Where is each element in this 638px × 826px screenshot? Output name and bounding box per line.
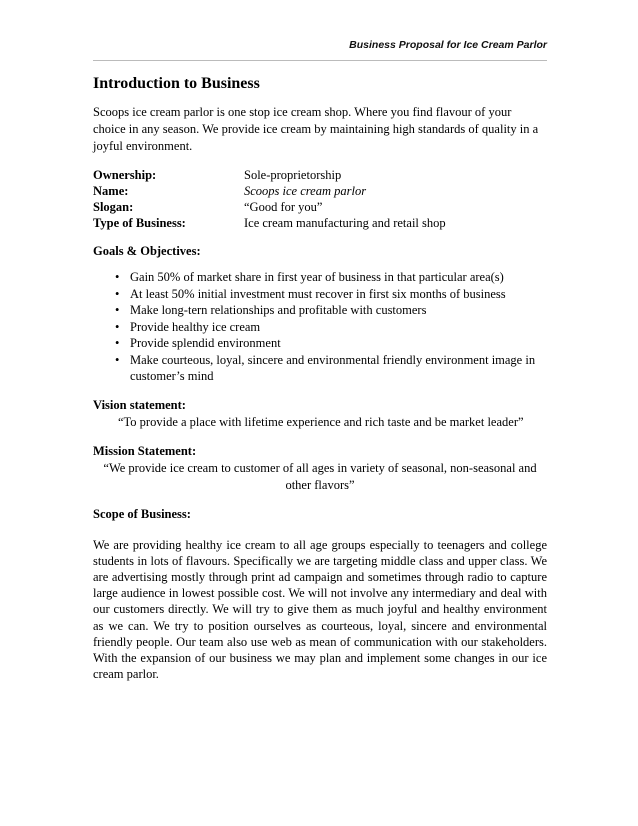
mission-heading: Mission Statement: bbox=[93, 443, 197, 458]
goals-list bbox=[93, 269, 547, 385]
goal-text: Provide splendid environment bbox=[130, 336, 281, 350]
goal-text: Make courteous, loyal, sincere and environmental friendly environment image in customer’s mind bbox=[130, 352, 536, 383]
list-item bbox=[115, 269, 547, 286]
list-item bbox=[115, 335, 547, 352]
fact-row-ownership bbox=[93, 167, 446, 183]
list-item bbox=[115, 352, 547, 385]
fact-value: Sole-proprietorship bbox=[244, 168, 342, 182]
list-item bbox=[115, 302, 547, 319]
scope-heading: Scope of Business: bbox=[93, 506, 191, 521]
document-body bbox=[93, 73, 547, 682]
list-item bbox=[115, 286, 547, 303]
goal-text: At least 50% initial investment must recover in first six months of business bbox=[130, 286, 506, 301]
fact-label: Type of Business: bbox=[93, 216, 186, 230]
mission-statement: “We provide ice cream to customer of all ages in variety of seasonal, non-seasonal and other flavors” bbox=[103, 460, 537, 492]
fact-label: Name: bbox=[93, 184, 129, 198]
vision-heading: Vision statement: bbox=[93, 397, 186, 412]
intro-paragraph: Scoops ice cream parlor is one stop ice cream shop. Where you find flavour of your choice in any season. We provide ice cream by maintaining high standards of quality in a joyful environment. bbox=[93, 105, 539, 153]
bullet-icon: • bbox=[115, 303, 120, 317]
bullet-icon: • bbox=[115, 270, 120, 284]
fact-row-type bbox=[93, 215, 446, 231]
goal-text: Gain 50% of market share in first year of business in that particular area(s) bbox=[130, 270, 504, 284]
business-facts-table bbox=[93, 167, 446, 231]
fact-value: Ice cream manufacturing and retail shop bbox=[244, 216, 446, 230]
fact-value: “Good for you” bbox=[244, 200, 323, 214]
bullet-icon: • bbox=[115, 352, 120, 367]
vision-statement: “To provide a place with lifetime experience and rich taste and be market leader” bbox=[118, 414, 524, 429]
goals-heading: Goals & Objectives: bbox=[93, 244, 201, 258]
fact-row-slogan bbox=[93, 199, 446, 215]
header-divider bbox=[93, 60, 547, 61]
scope-paragraph: We are providing healthy ice cream to all age groups especially to teenagers and college students in lots of flavours. Specifically we are targeting middle class and upper class. We are advertising mostly through print ad campaign and sometimes through radio to capture large audience in lowest possible cost. We will not involve any intermediary and deal with our customers directly. We will try to give them as much joyful and healthy environment as we can. We try to position ourselves as courteous, loyal, sincere and environmental friendly people. Our team also use web as mean of communication with our stakeholders. With the expansion of our business we may plan and implement some changes in our ice cream parlor. bbox=[93, 537, 547, 682]
bullet-icon: • bbox=[115, 319, 120, 334]
fact-row-name bbox=[93, 183, 446, 199]
fact-label: Slogan: bbox=[93, 200, 134, 214]
bullet-icon: • bbox=[115, 286, 120, 301]
page-title: Introduction to Business bbox=[93, 75, 260, 92]
bullet-icon: • bbox=[115, 336, 120, 350]
list-item bbox=[115, 319, 547, 336]
running-header: Business Proposal for Ice Cream Parlor bbox=[349, 39, 547, 51]
fact-value: Scoops ice cream parlor bbox=[244, 184, 367, 198]
goal-text: Make long-tern relationships and profitable with customers bbox=[130, 303, 427, 317]
fact-label: Ownership: bbox=[93, 168, 157, 182]
goal-text: Provide healthy ice cream bbox=[130, 319, 261, 334]
